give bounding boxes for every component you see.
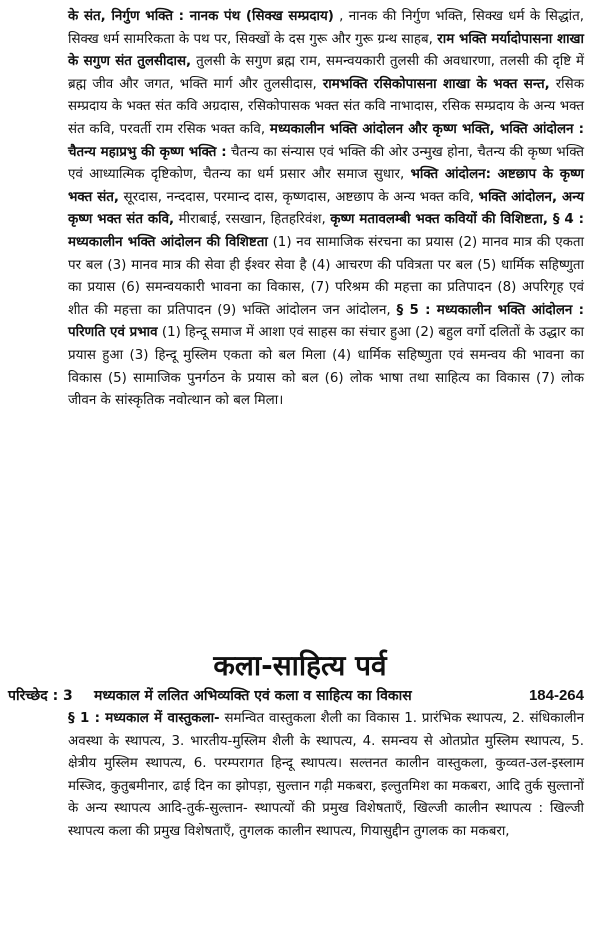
bold-heading: § 1 : मध्यकाल में वास्तुकला- xyxy=(68,711,220,726)
contents-text: (1) हिन्दू समाज में आशा एवं साहस का संचार हुआ (2) बहुल वर्गो दलितों के उद्धार का प्रयास हुआ (3) हिन्दू मुस्लिम एकता को बल मिला (4) धार्मिक सहिष्णुता एवं समन्वय की भावना का विकास (5) सामाजिक पुनर्गठन के प्रयास को बल (6) लोक भाषा तथा साहित्य का विकास (7) लोक जीवन के सांस्कृतिक नवोत्थान को बल मिला। xyxy=(68,325,585,409)
contents-text: चैतन्य का संन्यास एवं भक्ति की ओर उन्मुख होना, चैतन्य की कृष्ण भक्ति एवं आध्यात्मिक दृष्टिकोण, चैतन्य का धर्म प्रसार और समाज सुधार, xyxy=(68,144,584,183)
contents-text: , नानक की निर्गुण भक्ति, सिक्ख धर्म के सिद्धांत, सिक्ख धर्म सामरिकता के पथ पर, सिक्खों के दस गुरू और गुरू ग्रन्थ साहब, xyxy=(68,9,585,47)
chapter-row xyxy=(0,684,600,708)
contents-text: सूरदास, नन्ददास, परमान्द दास, कृष्णदास, अष्टछाप के अन्य भक्त कवि, xyxy=(118,189,479,205)
chapter-label: परिच्छेद : 3 xyxy=(8,688,73,704)
section-title: कला-साहित्य पर्व xyxy=(213,649,387,682)
bold-heading: राम भक्ति मर्यादोपासना शाखा के सगुण संत तुलसीदास, xyxy=(68,31,584,70)
contents-paragraph-bottom xyxy=(68,708,584,844)
bold-heading: मध्यकालीन भक्ति आंदोलन और कृष्ण भक्ति, भक्ति आंदोलन : चैतन्य महाप्रभु की कृष्ण भक्ति : xyxy=(68,121,584,160)
contents-paragraph-top xyxy=(68,6,584,413)
bold-heading: के संत, निर्गुण भक्ति : नानक पंथ (सिक्ख सम्प्रदाय) xyxy=(68,9,334,24)
bold-heading: कृष्ण मतावलम्बी भक्त कवियों की विशिष्टता, § 4 : मध्यकालीन भक्ति आंदोलन की विशिष्टता xyxy=(68,212,584,250)
contents-text: समन्वित वास्तुकला शैली का विकास 1. प्रारंभिक स्थापत्य, 2. संधिकालीन अवस्था के स्थापत्य, 3. भारतीय-मुस्लिम शैली के स्थापत्य, 4. समन्वय से ओतप्रोत मुस्लिम स्थापत्य, 5. क्षेत्रीय मुस्लिम स्थापत्य, 6. परम्परागत हिन्दू स्थापत्य। सल्तनत कालीन वास्तुकला, कुव्वत-उल-इस्लाम मस्जिद, कुतुबमीनार, ढाई दिन का झोपड़ा, सुल्तान गढ़ी मकबरा, इल्तुतमिश का मकबरा, आदि तुर्क सुल्तानों के अन्य स्थापत्य आदि-तुर्क-सुल्तान- स्थापत्यों की प्रमुख विशेषताएँ, खिल्जी कालीन स्थापत्य : खिल्जी स्थापत्य कला की प्रमुख विशेषताएँ, तुगलक कालीन स्थापत्य, गियासुद्दीन तुगलक का मकबरा, xyxy=(68,711,584,839)
contents-text: तुलसी के सगुण ब्रह्म राम, समन्वयकारी तुलसी की अवधारणा, तलसी की दृष्टि में ब्रह्म जीव और जगत, भक्ति मार्ग और तुलसीदास, xyxy=(68,54,584,92)
bold-heading: भक्ति आंदोलन: अष्टछाप के कृष्ण भक्त संत, xyxy=(68,167,584,205)
bold-heading: भक्ति आंदोलन, अन्य कृष्ण भक्त संत कवि, xyxy=(68,189,585,228)
chapter-title: मध्यकाल में ललित अभिव्यक्ति एवं कला व साहित्य का विकास xyxy=(94,688,412,704)
contents-text: रसिक सम्प्रदाय के भक्त संत कवि अग्रदास, रसिकोपासक भक्त संत कवि नाभादास, रसिक सम्प्रदाय के अन्य भक्त संत कवि, परवर्ती राम रसिक भक्त कवि, xyxy=(68,76,584,137)
bold-heading: § 5 : मध्यकालीन भक्ति आंदोलन : परिणति एवं प्रभाव xyxy=(68,302,584,341)
bold-heading: रामभक्ति रसिकोपासना शाखा के भक्त सन्त, xyxy=(322,76,550,92)
chapter-page-range: 184-264 xyxy=(528,687,584,704)
contents-text: मीराबाई, रसखान, हितहरिवंश, xyxy=(174,212,331,228)
contents-text: (1) नव सामाजिक संरचना का प्रयास (2) मानव मात्र की एकता पर बल (3) मानव मात्र की सेवा ही ईश्वर सेवा है (4) आचरण की पवित्रता पर बल (5) धार्मिक सहिष्णुता का प्रयास (6) समन्वयकारी भावना का विकास, (7) परिश्रम की महत्ता का प्रतिपादन (8) अपरिगृह एवं शीत की महत्ता का प्रतिपादन (9) भक्ति आंदोलन जन आंदोलन, xyxy=(68,234,585,318)
